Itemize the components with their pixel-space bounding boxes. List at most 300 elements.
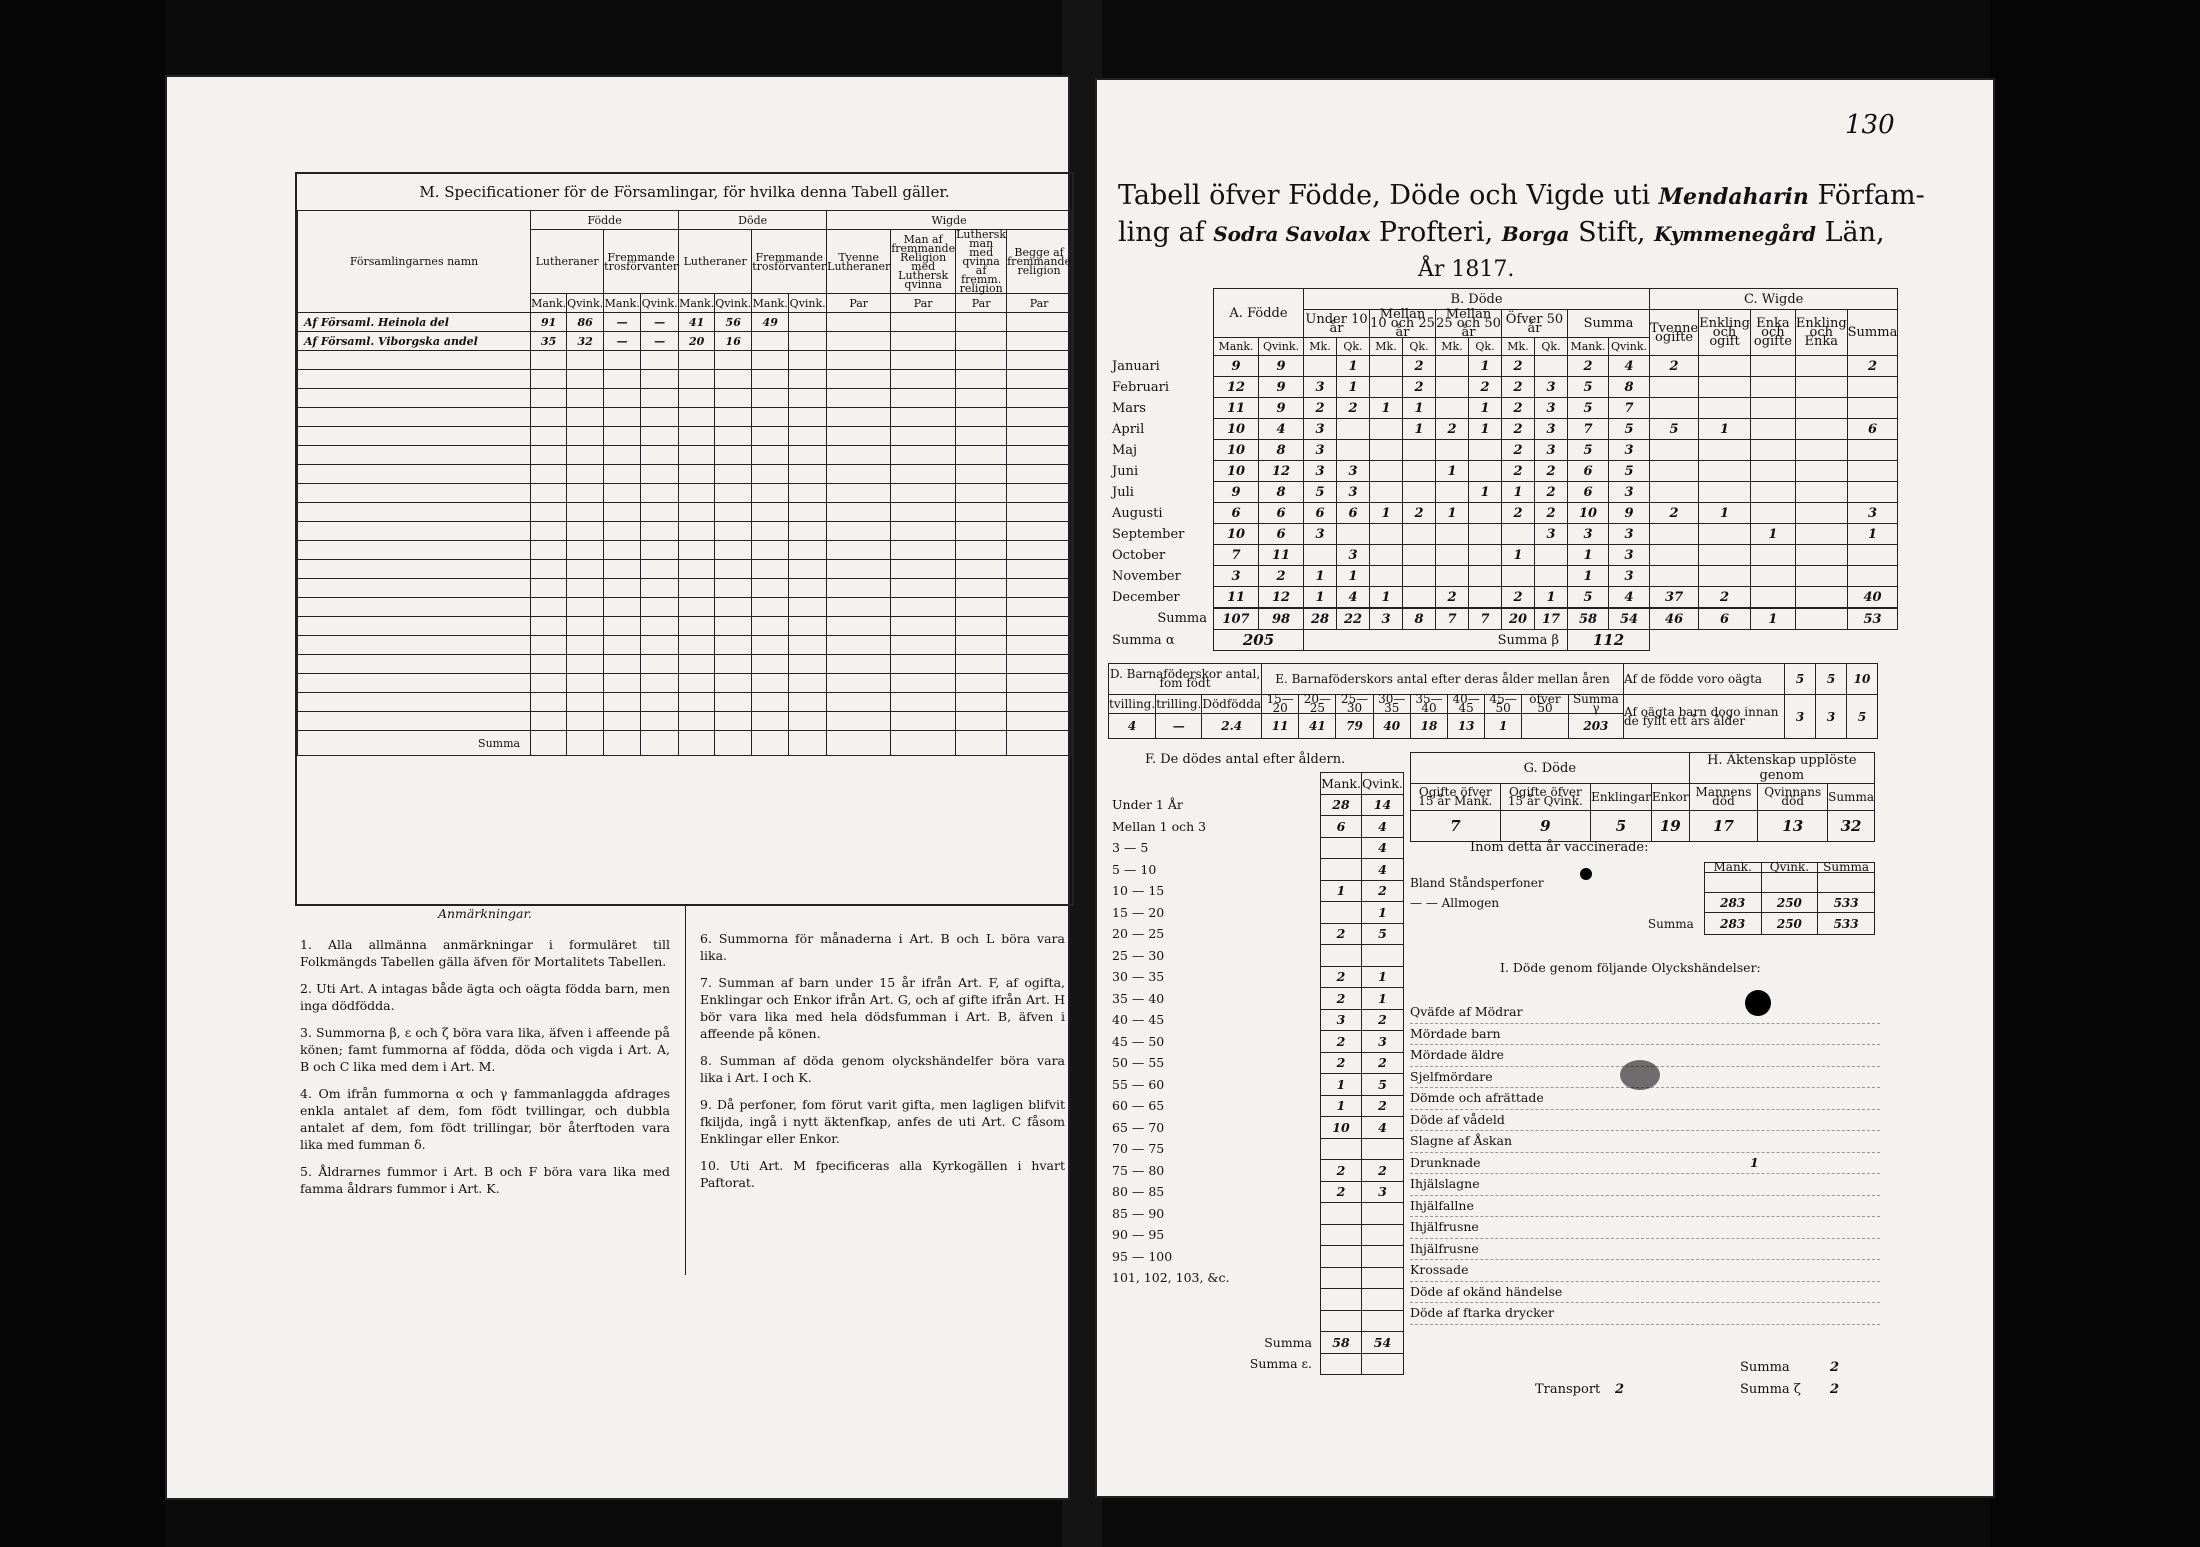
month-cell: 1 [1750,524,1795,545]
month-cell: 3 [1304,377,1337,398]
age-cell: 10 [1321,1117,1362,1139]
year-label: År 1817. [1418,257,1515,282]
age-label: Under 1 År [1112,797,1183,813]
m-cell [752,484,789,503]
hdr-tvenne-ogifte: Tvenne ogifte [1650,310,1699,356]
month-cell: 12 [1259,587,1304,609]
m-fodde-luth: Lutheraner [531,230,604,294]
month-cell: 5 [1568,377,1609,398]
age-row [1108,902,1403,924]
month-cell: 1 [1847,524,1898,545]
m-cell [715,636,752,655]
m-cell [604,560,641,579]
month-cell: 2 [1502,461,1535,482]
m-row [298,541,1072,560]
month-cell: 3 [1609,566,1650,587]
month-cell: 1 [1469,419,1502,440]
month-cell: 2 [1502,503,1535,524]
m-cell [891,408,956,427]
month-label: April [1108,419,1214,440]
m-col-dode: Döde [679,211,827,230]
m-cell: 20 [679,332,715,351]
m-cell [604,370,641,389]
m-cell [789,446,827,465]
e-val: 203 [1568,714,1623,739]
i-title: I. Döde genom följande Olyckshändelser: [1500,960,1761,975]
m-cell [604,693,641,712]
g-val: 5 [1591,811,1652,842]
age-row [1108,1074,1403,1096]
d-val: 4 [1109,714,1156,739]
hdr-qvink: Qvink. [1609,338,1650,356]
transport-label: Transport [1535,1382,1601,1397]
month-cell: 2 [1403,377,1436,398]
month-row [1108,566,1898,587]
m-cell [604,446,641,465]
m-cell [827,693,891,712]
m-cell [789,617,827,636]
month-cell: 2 [1259,566,1304,587]
m-row-name [298,427,531,446]
m-cell [752,560,789,579]
m-cell [891,351,956,370]
m-cell [956,522,1007,541]
m-cell [531,522,567,541]
m-cell [531,636,567,655]
e-val: 41 [1299,714,1336,739]
m-cell [1007,408,1072,427]
age-cell [1321,1203,1362,1225]
m-cell [715,408,752,427]
e-col: 35—40 [1410,695,1447,714]
m-summa-label: Summa [298,731,531,756]
m-cell: — [604,313,641,332]
age-cell: 5 [1362,923,1404,945]
m-cell [752,617,789,636]
month-cell: 1 [1469,398,1502,419]
month-cell: 1 [1370,503,1403,524]
m-cell [679,598,715,617]
m-cell [891,674,956,693]
m-cell [604,674,641,693]
month-cell [1847,566,1898,587]
accident-label: Sjelfmördare [1410,1068,1493,1084]
m-cell [604,655,641,674]
month-cell [1795,440,1847,461]
hdr-under10: Under 10 år [1305,311,1368,336]
month-cell: 1 [1304,587,1337,609]
e-col: 20—25 [1299,695,1336,714]
age-cell [1321,1138,1362,1160]
m-cell [531,351,567,370]
m-cell [752,446,789,465]
age-label: 65 — 70 [1112,1119,1165,1135]
m-cell [641,560,679,579]
vacc-val [1704,873,1761,893]
m-cell [531,484,567,503]
m-cell [789,370,827,389]
month-cell [1403,587,1436,609]
m-cell [1007,655,1072,674]
f-h-mank: Mank. [1321,773,1362,795]
accident-label: Drunknade [1410,1154,1481,1170]
month-cell [1370,356,1403,377]
month-cell [1795,566,1847,587]
month-cell: 7 [1568,419,1609,440]
m-cell [956,313,1007,332]
month-cell: 6 [1847,419,1898,440]
beta-label: Summa β [1304,630,1568,651]
age-label: 10 — 15 [1112,883,1165,899]
month-cell [1650,524,1699,545]
month-cell [1403,524,1436,545]
month-cell: 3 [1304,419,1337,440]
m-cell [715,674,752,693]
month-cell: 6 [1259,524,1304,545]
age-label: 40 — 45 [1112,1012,1165,1028]
g-col: Ogifte öfver 15 år Qvink. [1500,784,1591,811]
age-cell: 3 [1321,1009,1362,1031]
month-row [1108,503,1898,524]
month-cell: 1 [1469,482,1502,503]
m-cell [956,446,1007,465]
m-cell [1007,446,1072,465]
m-row [298,655,1072,674]
month-cell [1847,545,1898,566]
age-cell: 28 [1321,794,1362,816]
vacc-val [1761,873,1818,893]
m-row-name [298,712,531,731]
month-row [1108,545,1898,566]
table-m-specifications [295,172,1074,906]
month-cell: 7 [1609,398,1650,419]
month-cell [1436,545,1469,566]
summa-label: Summa [1108,608,1214,630]
month-cell: 2 [1403,356,1436,377]
d-col: trilling. [1156,695,1202,714]
m-cell: — [641,313,679,332]
m-row [298,446,1072,465]
month-cell: 5 [1568,398,1609,419]
month-cell: 3 [1535,440,1568,461]
summa-cell: 58 [1568,608,1609,630]
month-cell: 2 [1436,587,1469,609]
age-row [1108,794,1403,816]
m-cell [715,427,752,446]
month-cell [1650,440,1699,461]
m-cell [789,313,827,332]
month-cell [1370,440,1403,461]
m-row-name [298,351,531,370]
i-list [1410,1002,1880,1325]
m-w-tvenne: Tvenne Lutheraner [827,230,891,294]
month-cell [1370,482,1403,503]
accident-label: Mördade barn [1410,1025,1501,1041]
hdr-enkling-ogift: Enkling och ogift [1699,310,1751,356]
m-cell [679,674,715,693]
m-row [298,560,1072,579]
m-row-name [298,579,531,598]
f-title: F. De dödes antal efter åldern. [1145,752,1346,767]
month-cell: 5 [1568,440,1609,461]
m-cell [789,598,827,617]
month-cell: 3 [1337,461,1370,482]
m-cell [827,465,891,484]
month-cell: 10 [1214,419,1259,440]
m-cell [715,579,752,598]
month-row [1108,377,1898,398]
m-h-qvink: Qvink. [567,294,604,313]
m-row [298,465,1072,484]
month-cell: 2 [1469,377,1502,398]
m-cell [604,408,641,427]
month-cell: 2 [1304,398,1337,419]
m-cell [789,351,827,370]
m-cell: 32 [567,332,604,351]
d-col: tvilling. [1109,695,1156,714]
month-cell: 2 [1436,419,1469,440]
m-cell [531,389,567,408]
month-cell [1403,482,1436,503]
month-cell: 2 [1502,356,1535,377]
m-cell [891,465,956,484]
age-cell: 1 [1321,1074,1362,1096]
m-row-name [298,674,531,693]
month-label: Januari [1108,356,1214,377]
age-cell: 1 [1362,966,1404,988]
month-cell [1436,377,1469,398]
month-cell: 10 [1214,524,1259,545]
summa-cell [1795,608,1847,630]
age-row [1108,1246,1403,1268]
scan-left-edge [0,0,165,1547]
e-col: 30—35 [1373,695,1410,714]
m-cell [827,655,891,674]
m-cell [641,598,679,617]
m-row-name [298,465,531,484]
vacc-val: 283 [1704,893,1761,913]
age-cell: 2 [1362,1160,1404,1182]
month-cell: 1 [1469,356,1502,377]
d-title: D. Barnaföderskor antal, fom födt [1109,664,1262,695]
age-cell [1321,837,1362,859]
age-row [1108,1267,1403,1289]
accident-label: Dömde och afrättade [1410,1090,1544,1105]
i-summa-value: 2 [1830,1360,1840,1375]
m-cell [752,522,789,541]
m-cell [567,655,604,674]
m-cell [715,465,752,484]
m-cell [1007,617,1072,636]
m-cell [891,522,956,541]
m-cell [827,427,891,446]
month-cell [1847,461,1898,482]
m-cell [567,598,604,617]
hdr-qvink: Qvink. [1259,338,1304,356]
m-cell [715,693,752,712]
m-cell: 86 [567,313,604,332]
age-row [1108,816,1403,838]
month-cell: 8 [1609,377,1650,398]
d-val: — [1156,714,1202,739]
m-cell [1007,712,1072,731]
month-cell [1750,440,1795,461]
month-cell: 1 [1699,419,1751,440]
e-col: 25—30 [1336,695,1373,714]
m-cell [604,503,641,522]
age-label: 80 — 85 [1112,1184,1165,1200]
month-cell: 9 [1259,356,1304,377]
month-cell [1699,377,1751,398]
m-cell [567,370,604,389]
m-cell [679,465,715,484]
age-cell: 4 [1362,1117,1404,1139]
m-cell [827,541,891,560]
m-cell [956,408,1007,427]
month-cell: 2 [1502,377,1535,398]
age-cell: 2 [1321,1160,1362,1182]
m-row-name [298,446,531,465]
m-cell [752,655,789,674]
month-cell [1699,461,1751,482]
month-cell [1847,482,1898,503]
accident-item [1410,1217,1880,1239]
m-cell [891,712,956,731]
age-cell [1321,859,1362,881]
month-cell [1370,461,1403,482]
accident-label: Döde af vådeld [1410,1111,1505,1127]
page-number: 130 [1845,110,1895,140]
g-col: Ogifte öfver 15 år Mank. [1411,784,1501,811]
month-cell: 3 [1609,482,1650,503]
m-cell [567,636,604,655]
accident-item [1410,1282,1880,1304]
f-summa-qvink: 54 [1362,1332,1404,1354]
age-row [1108,1181,1403,1203]
month-cell: 2 [1847,356,1898,377]
oagta-qvink: 5 [1816,664,1847,695]
m-cell [789,560,827,579]
month-cell: 1 [1403,398,1436,419]
age-row [1108,945,1403,967]
m-cell [956,484,1007,503]
month-cell: 10 [1214,461,1259,482]
month-cell [1699,524,1751,545]
hdr-summa-b: Summa [1568,310,1650,338]
age-cell [1321,1224,1362,1246]
alpha-value: 205 [1214,630,1304,651]
month-cell [1403,566,1436,587]
m-cell [827,446,891,465]
month-cell [1750,503,1795,524]
title-part: ling af [1118,217,1205,248]
m-cell [531,693,567,712]
accident-label: Qväfde af Mödrar [1410,1004,1523,1019]
m-cell [641,655,679,674]
note-item: 10. Uti Art. M fpecificeras alla Kyrkogällen i hvart Paftorat. [700,1158,1065,1190]
age-label: 60 — 65 [1112,1098,1165,1114]
age-cell [1362,1224,1404,1246]
month-cell: 8 [1259,482,1304,503]
month-cell [1650,482,1699,503]
m-cell [531,560,567,579]
hdr-qk: Qk. [1403,338,1436,356]
m-cell [531,446,567,465]
m-cell [567,560,604,579]
accident-label: Krossade [1410,1262,1469,1277]
month-cell: 3 [1535,419,1568,440]
m-row [298,617,1072,636]
m-cell [641,522,679,541]
accident-item [1410,1024,1880,1046]
age-cell: 3 [1362,1031,1404,1053]
month-row [1108,398,1898,419]
month-label: Maj [1108,440,1214,461]
alpha-beta-row [1108,630,1898,651]
m-row-name [298,408,531,427]
m-cell: — [604,332,641,351]
m-cell [752,389,789,408]
m-cell [604,598,641,617]
age-cell: 4 [1362,859,1404,881]
month-cell [1699,482,1751,503]
m-table [297,210,1072,756]
m-w-luth-man: Luthersk man med qvinna af fremm. religion [956,228,1007,295]
month-row [1108,356,1898,377]
e-val: 18 [1410,714,1447,739]
m-cell [679,408,715,427]
h-col: Mannens död [1689,784,1758,811]
m-cell [531,503,567,522]
m-cell [891,427,956,446]
age-label: Mellan 1 och 3 [1112,818,1207,834]
m-cell [956,351,1007,370]
age-cell: 3 [1362,1181,1404,1203]
accident-label: Mördade äldre [1410,1047,1504,1062]
month-row [1108,440,1898,461]
m-row-name [298,484,531,503]
m-cell [641,674,679,693]
month-cell [1750,398,1795,419]
m-cell [956,636,1007,655]
month-cell [1699,440,1751,461]
m-cell [789,541,827,560]
m-cell [827,389,891,408]
m-cell [789,332,827,351]
age-cell [1321,1267,1362,1289]
month-cell [1750,587,1795,609]
d-col: Dödfödda [1202,695,1262,714]
month-cell: 2 [1502,398,1535,419]
m-cell [752,503,789,522]
m-cell [789,579,827,598]
month-cell: 1 [1370,398,1403,419]
age-label: 30 — 35 [1112,969,1165,985]
m-cell [891,655,956,674]
title-part: Profteri, [1378,217,1494,248]
month-cell: 1 [1337,377,1370,398]
m-cell [956,332,1007,351]
note-item: 3. Summorna β, ε och ζ böra vara lika, äfven i affeende på könen; famt fummorna af födda, döda och vigda i Art. A, B och C lika med dem i Art. M. [300,1025,670,1074]
accident-value: 1 [1750,1154,1759,1170]
month-cell: 3 [1847,503,1898,524]
month-cell [1436,440,1469,461]
note-item: 9. Då perfoner, fom förut varit gifta, men lagligen blifvit fkiljda, ingå i nytt äktenfkap, anfes de uti Art. C fåsom Enklingar eller Enkor. [700,1097,1065,1146]
m-col-name: Församlingarnes namn [298,211,531,313]
month-cell: 4 [1337,587,1370,609]
m-cell [531,541,567,560]
month-cell [1795,398,1847,419]
